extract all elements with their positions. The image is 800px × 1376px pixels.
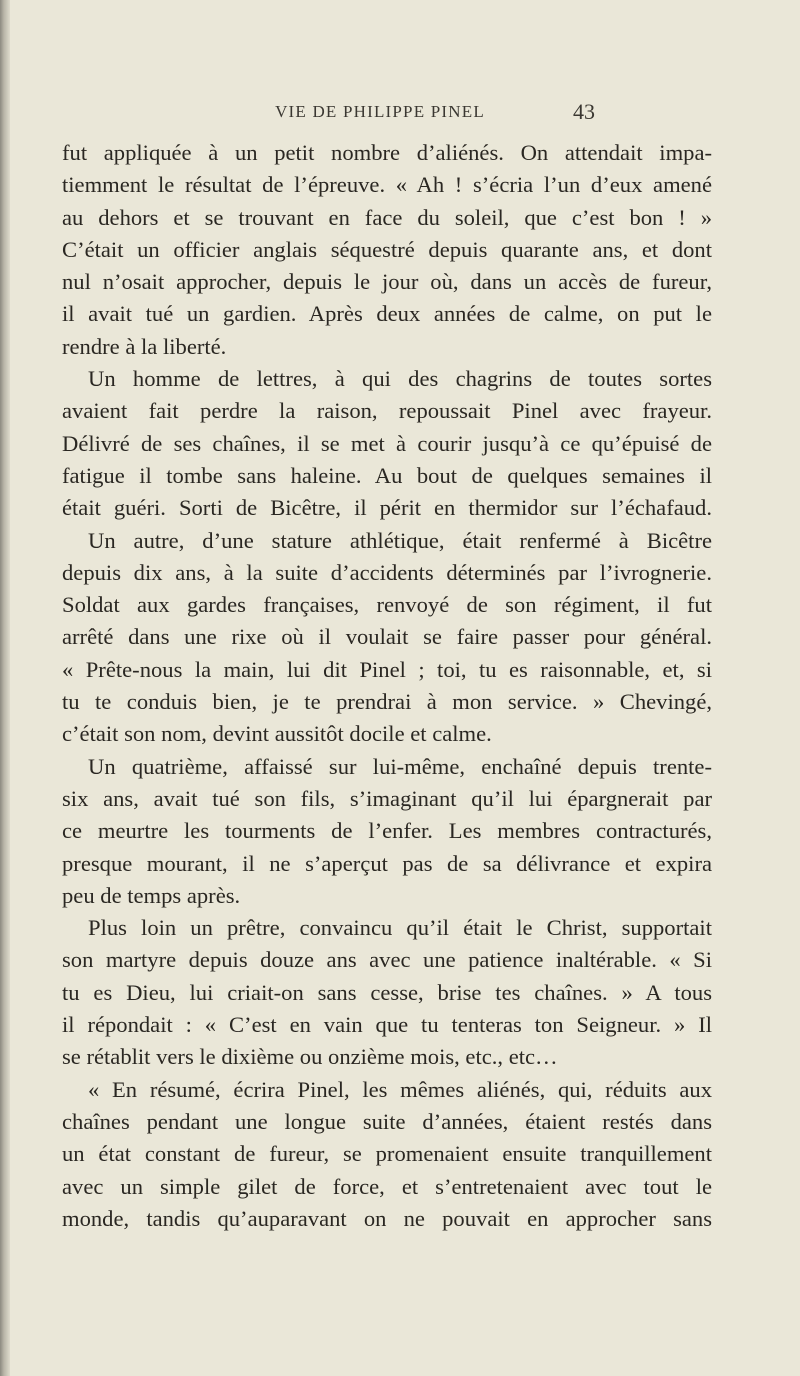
- text-line: « En résumé, écrira Pinel, les mêmes aliénés, qui, réduits aux: [88, 1076, 712, 1102]
- text-line: C’était un officier anglais séquestré depuis quarante ans, et dont: [62, 236, 712, 262]
- text-line: son martyre depuis douze ans avec une patience inaltérable. « Si: [62, 947, 712, 973]
- text-line: presque mourant, il ne s’aperçut pas de sa délivrance et expira: [62, 850, 712, 876]
- running-title: VIE DE PHILIPPE PINEL: [275, 102, 485, 121]
- text-line: arrêté dans une rixe où il voulait se faire passer pour général.: [62, 624, 712, 650]
- body-text: [62, 137, 712, 1235]
- text-line: nul n’osait approcher, depuis le jour où, dans un accès de fureur,: [62, 269, 712, 295]
- text-line: « Prête-nous la main, lui dit Pinel ; toi, tu es raisonnable, et, si: [62, 656, 712, 682]
- page-number: 43: [573, 99, 595, 124]
- text-line: rendre à la liberté.: [62, 333, 227, 359]
- text-line: fut appliquée à un petit nombre d’aliénés. On attendait impa-: [62, 140, 712, 165]
- text-line: Un quatrième, affaissé sur lui-même, enchaîné depuis trente-: [88, 753, 712, 779]
- text-line: tiemment le résultat de l’épreuve. « Ah ! s’écria l’un d’eux amené: [62, 172, 712, 198]
- page-edge-shadow: [0, 0, 10, 1376]
- text-line: Un homme de lettres, à qui des chagrins de toutes sortes: [88, 366, 712, 392]
- text-line: peu de temps après.: [62, 882, 241, 908]
- text-line: tu es Dieu, lui criait-on sans cesse, brise tes chaînes. » A tous: [62, 979, 712, 1005]
- text-line: Plus loin un prêtre, convaincu qu’il était le Christ, supportait: [88, 915, 712, 941]
- text-line: se rétablit vers le dixième ou onzième mois, etc., etc…: [62, 1044, 558, 1070]
- text-line: était guéri. Sorti de Bicêtre, il périt en thermidor sur l’échafaud.: [62, 495, 712, 521]
- text-line: fatigue il tombe sans haleine. Au bout de quelques semaines il: [62, 462, 712, 488]
- text-line: ce meurtre les tourments de l’enfer. Les membres contracturés,: [62, 818, 712, 844]
- text-line: c’était son nom, devint aussitôt docile et calme.: [62, 721, 492, 747]
- text-line: il avait tué un gardien. Après deux années de calme, on put le: [62, 301, 712, 327]
- text-line: il répondait : « C’est en vain que tu tenteras ton Seigneur. » Il: [62, 1012, 712, 1038]
- text-line: chaînes pendant une longue suite d’années, étaient restés dans: [62, 1108, 712, 1134]
- text-line: un état constant de fureur, se promenaient ensuite tranquillement: [62, 1141, 712, 1167]
- text-line: avaient fait perdre la raison, repoussait Pinel avec frayeur.: [62, 398, 712, 424]
- text-line: Un autre, d’une stature athlétique, était renfermé à Bicêtre: [88, 527, 712, 553]
- text-line: six ans, avait tué son fils, s’imaginant qu’il lui épargnerait par: [62, 785, 712, 811]
- text-line: depuis dix ans, à la suite d’accidents déterminés par l’ivrognerie.: [62, 559, 712, 585]
- text-line: avec un simple gilet de force, et s’entretenaient avec tout le: [62, 1173, 712, 1199]
- text-line: Soldat aux gardes françaises, renvoyé de son régiment, il fut: [62, 592, 712, 618]
- text-line: monde, tandis qu’auparavant on ne pouvait en approcher sans: [62, 1205, 712, 1231]
- text-line: Délivré de ses chaînes, il se met à courir jusqu’à ce qu’épuisé de: [62, 430, 712, 456]
- text-line: tu te conduis bien, je te prendrai à mon service. » Chevingé,: [62, 689, 712, 715]
- text-line: au dehors et se trouvant en face du soleil, que c’est bon ! »: [62, 204, 712, 230]
